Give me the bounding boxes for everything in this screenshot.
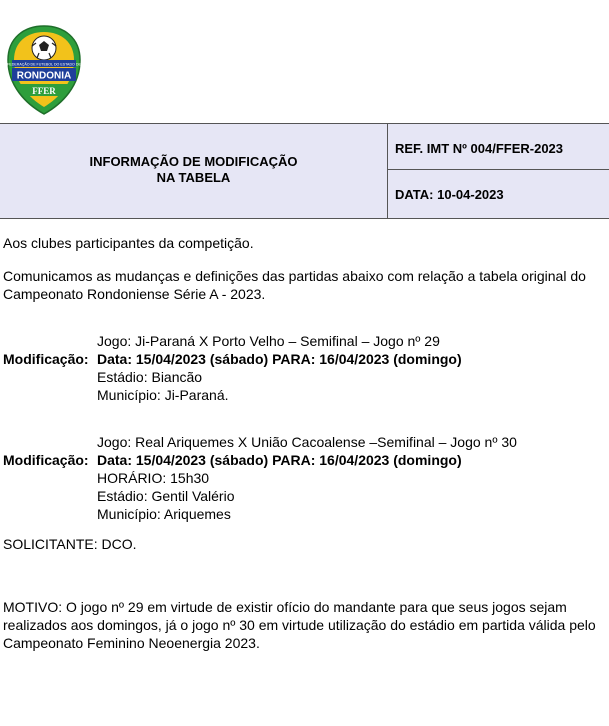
document-title	[0, 154, 387, 186]
title-line-2: NA TABELA	[156, 170, 231, 185]
time-line: HORÁRIO: 15h30	[97, 470, 210, 486]
date-change-line: Data: 15/04/2023 (sábado) PARA: 16/04/2023 (domingo)	[97, 351, 462, 367]
title-line-1: INFORMAÇÃO DE MODIFICAÇÃO	[89, 154, 298, 169]
game-line: Jogo: Ji-Paraná X Porto Velho – Semifinal – Jogo nº 29	[97, 333, 440, 349]
modification-label: Modificação:	[3, 351, 89, 367]
ffer-logo	[6, 24, 82, 116]
city-line: Município: Ariquemes	[97, 506, 231, 522]
header-table	[0, 123, 609, 219]
stadium-line: Estádio: Biancão	[97, 369, 203, 385]
logo-name: RONDONIA	[16, 70, 72, 82]
ref-cell	[388, 124, 609, 170]
modification-label: Modificação:	[3, 452, 89, 468]
greeting: Aos clubes participantes da competição.	[3, 235, 254, 251]
date-cell	[388, 170, 609, 218]
reason-paragraph: MOTIVO: O jogo nº 29 em virtude de existir ofício do mandante para que seus jogos sejam realizados aos domingos, já o jogo nº 30 em virtude utilização do estádio em partida válida pelo Campeonato Feminino Neoenergia 2023.	[3, 599, 596, 651]
reference-number: REF. IMT Nº 004/FFER-2023	[395, 141, 564, 156]
logo-top-text: FEDERAÇÃO DE FUTEBOL DO ESTADO DE	[7, 62, 81, 67]
requester: SOLICITANTE: DCO.	[3, 536, 137, 552]
logo-acronym: FFER	[32, 86, 56, 96]
stadium-line: Estádio: Gentil Valério	[97, 488, 235, 504]
game-line: Jogo: Real Ariquemes X União Cacoalense –Semifinal – Jogo nº 30	[97, 434, 517, 450]
city-line: Município: Ji-Paraná.	[97, 387, 229, 403]
intro-paragraph: Comunicamos as mudanças e definições das partidas abaixo com relação a tabela original do Campeonato Rondoniense Série A - 2023.	[3, 268, 586, 302]
document-date: DATA: 10-04-2023	[395, 187, 504, 202]
date-change-line: Data: 15/04/2023 (sábado) PARA: 16/04/2023 (domingo)	[97, 452, 462, 468]
header-title-cell	[0, 124, 388, 218]
